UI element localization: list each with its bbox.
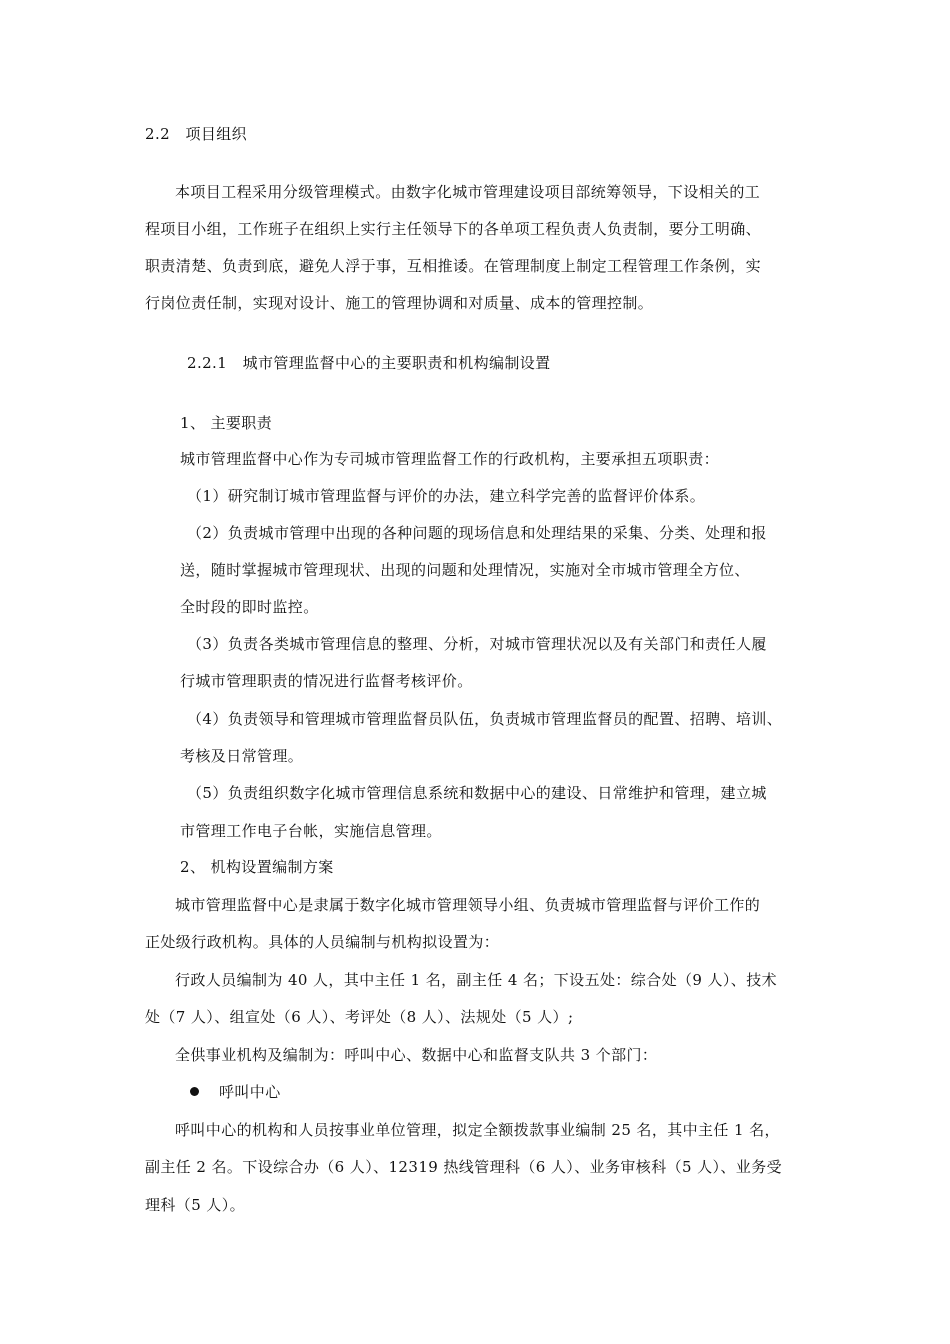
intro-line: 程项目小组，工作班子在组织上实行主任领导下的各单项工程负责人负责制，要分工明确、 (145, 220, 762, 238)
duties-heading: 1、 主要职责 (180, 414, 273, 432)
intro-line: 行岗位责任制，实现对设计、施工的管理协调和对质量、成本的管理控制。 (145, 294, 654, 312)
duty-line: （3）负责各类城市管理信息的整理、分析，对城市管理状况以及有关部门和责任人履 (187, 635, 767, 653)
duty-line: 送，随时掌握城市管理现状、出现的问题和处理情况，实施对全市城市管理全方位、 (180, 561, 750, 579)
intro-line: 本项目工程采用分级管理模式。由数字化城市管理建设项目部统筹领导，下设相关的工 (175, 183, 761, 201)
organization-line: 正处级行政机构。具体的人员编制与机构拟设置为： (145, 933, 500, 951)
section-heading: 2.2 项目组织 (145, 125, 248, 143)
duty-line: （1）研究制订城市管理监督与评价的办法，建立科学完善的监督评价体系。 (187, 487, 706, 505)
organization-line: 城市管理监督中心是隶属于数字化城市管理领导小组、负责城市管理监督与评价工作的 (175, 896, 761, 914)
organization-line: 处（7 人）、组宣处（6 人）、考评处（8 人）、法规处（5 人）; (145, 1008, 574, 1026)
bullet-item-label: 呼叫中心 (219, 1083, 281, 1101)
organization-line: 全供事业机构及编制为：呼叫中心、数据中心和监督支队共 3 个部门： (175, 1046, 658, 1064)
call-center-line: 理科（5 人）。 (145, 1196, 246, 1214)
intro-line: 职责清楚、负责到底，避免人浮于事，互相推诿。在管理制度上制定工程管理工作条例，实 (145, 257, 762, 275)
organization-heading: 2、 机构设置编制方案 (180, 858, 334, 876)
duty-line: （5）负责组织数字化城市管理信息系统和数据中心的建设、日常维护和管理，建立城 (187, 784, 767, 802)
duty-line: （2）负责城市管理中出现的各种问题的现场信息和处理结果的采集、分类、处理和报 (187, 524, 767, 542)
duty-line: 全时段的即时监控。 (180, 598, 319, 616)
duty-line: 市管理工作电子台帐，实施信息管理。 (180, 822, 442, 840)
subsection-heading: 2.2.1 城市管理监督中心的主要职责和机构编制设置 (187, 354, 551, 372)
duties-lead: 城市管理监督中心作为专司城市管理监督工作的行政机构，主要承担五项职责： (180, 450, 720, 468)
duty-line: （4）负责领导和管理城市管理监督员队伍，负责城市管理监督员的配置、招聘、培训、 (187, 710, 783, 728)
duty-line: 考核及日常管理。 (180, 747, 304, 765)
bullet-dot-icon (190, 1087, 199, 1096)
organization-line: 行政人员编制为 40 人，其中主任 1 名，副主任 4 名；下设五处：综合处（9 人）、技术 (175, 971, 777, 989)
duty-line: 行城市管理职责的情况进行监督考核评价。 (180, 672, 473, 690)
call-center-line: 副主任 2 名。下设综合办（6 人）、12319 热线管理科（6 人）、业务审核科（5 人）、业务受 (145, 1158, 783, 1176)
call-center-line: 呼叫中心的机构和人员按事业单位管理，拟定全额拨款事业编制 25 名，其中主任 1 名， (175, 1121, 780, 1139)
